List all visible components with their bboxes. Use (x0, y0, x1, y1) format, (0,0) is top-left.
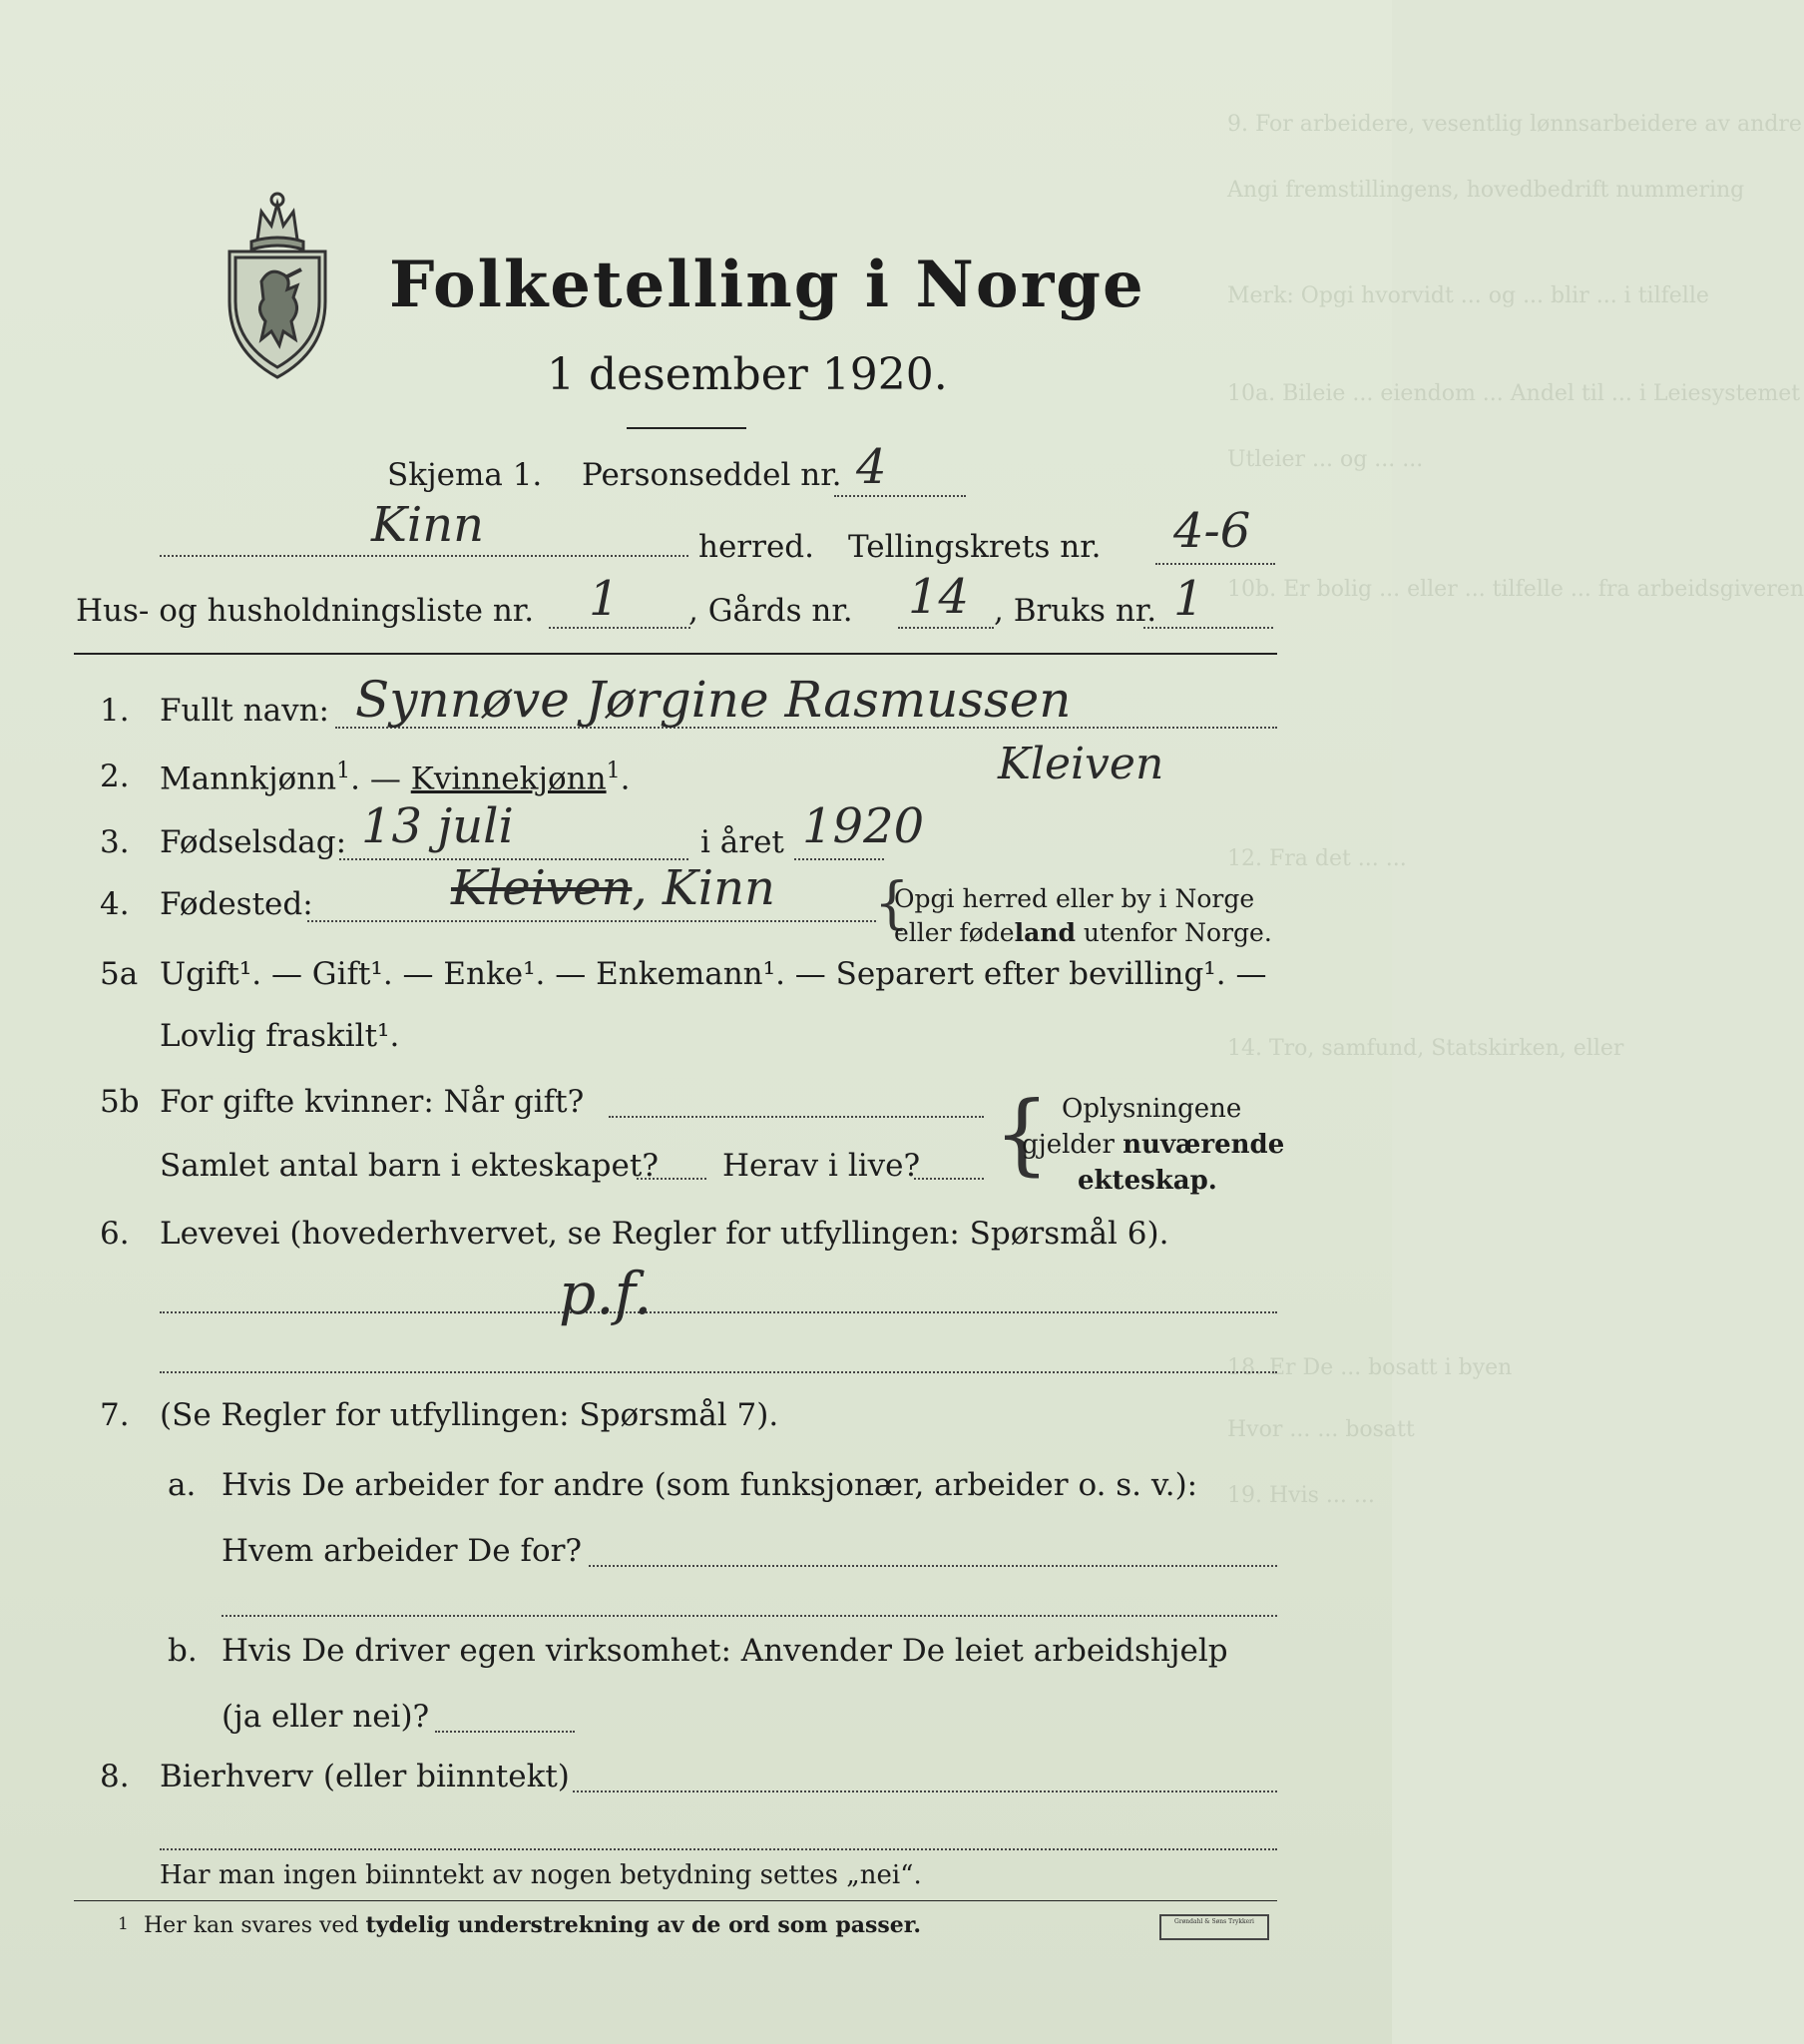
household-list-label: Hus- og husholdningsliste nr. (76, 593, 535, 629)
herred-value: Kinn (371, 497, 485, 553)
q7a-employer-line (589, 1565, 1277, 1567)
q6-line-2 (160, 1371, 1277, 1373)
krets-label: Tellingskrets nr. (848, 529, 1102, 565)
q2-male-option: Mannkjønn (160, 761, 337, 797)
q3-date-value: 13 juli (361, 798, 514, 854)
household-list-line (549, 627, 690, 629)
bleed-through-text: 10a. Bileie ... eiendom ... Andel til ... i Leiesystemet (1227, 381, 1801, 406)
q5b-children-line (637, 1178, 706, 1180)
bleed-through-text: 12. Fra det ... ... (1227, 846, 1407, 871)
gards-value: 14 (908, 569, 970, 625)
footnote-divider (74, 1900, 1277, 1901)
q3-year-label: i året (700, 824, 784, 860)
herred-line (160, 555, 688, 557)
krets-line (1155, 563, 1275, 565)
q8-number: 8. (100, 1759, 130, 1794)
person-no-label: Personseddel nr. (582, 457, 842, 493)
q4-label: Fødested: (160, 886, 313, 922)
q5a-line-1: Ugift¹. — Gift¹. — Enke¹. — Enkemann¹. — Separert efter bevilling¹. — (160, 956, 1267, 992)
q5b-number: 5b (100, 1084, 140, 1120)
q4-line (307, 920, 876, 922)
household-list-value: 1 (589, 571, 620, 627)
footnote-mark: 1 (118, 1914, 129, 1934)
q5b-children-label: Samlet antal barn i ekteskapet? (160, 1148, 659, 1184)
q2-number: 2. (100, 759, 130, 794)
q3-year-value: 1920 (802, 798, 925, 854)
bruks-line (1143, 627, 1273, 629)
q7b-number: b. (168, 1633, 198, 1669)
title-divider (627, 427, 746, 429)
bleed-through-text: 9. For arbeidere, vesentlig lønnsarbeidere av andre (1227, 112, 1802, 137)
footnote-text: Her kan svares ved tydelig understrekning av de ord som passer. (144, 1912, 922, 1938)
q7b-answer-line (435, 1731, 575, 1733)
bleed-through-text: 14. Tro, samfund, Statskirken, eller (1227, 1036, 1624, 1061)
herred-label: herred. (698, 529, 814, 565)
q7a-employer-line-2 (222, 1615, 1277, 1617)
q6-label: Levevei (hovederhvervet, se Regler for utfyllingen: Spørsmål 6). (160, 1216, 1169, 1252)
q5b-brace: { (994, 1082, 1050, 1185)
q6-number: 6. (100, 1216, 130, 1252)
q1-label: Fullt navn: (160, 693, 329, 729)
bleed-through-text: 18. Er De ... bosatt i byen (1227, 1355, 1513, 1380)
q4-struck-value: Kleiven (451, 860, 633, 916)
q4-note-1: Opgi herred eller by i Norge (894, 884, 1255, 913)
bottom-note: Har man ingen biinntekt av nogen betydning settes „nei“. (160, 1860, 922, 1890)
header-divider (74, 653, 1277, 655)
q5b-note-3: ekteskap. (1078, 1166, 1217, 1196)
bleed-through-text: 10b. Er bolig ... eller ... tilfelle ... fra arbeidsgiveren (1227, 577, 1804, 602)
q5a-number: 5a (100, 956, 139, 992)
q5b-note-1: Oplysningene (1062, 1094, 1242, 1124)
coat-of-arms-icon (222, 182, 333, 381)
krets-value: 4-6 (1173, 503, 1251, 559)
q6-value: p.f. (559, 1260, 653, 1327)
q5b-note-2: gjelder nuværende (1022, 1130, 1285, 1160)
q7a-number: a. (168, 1467, 197, 1503)
bleed-through-text: Angi fremstillingens, hovedbedrift nummering (1227, 178, 1745, 203)
q7-label: (Se Regler for utfyllingen: Spørsmål 7). (160, 1397, 779, 1433)
q4-value: , Kinn (632, 860, 775, 916)
form-date: 1 desember 1920. (547, 349, 948, 400)
q1-name-value: Synnøve Jørgine Rasmussen (355, 671, 1072, 729)
gards-label: , Gårds nr. (688, 593, 853, 629)
q7b-line-1: Hvis De driver egen virksomhet: Anvender De leiet arbeidshjelp (222, 1633, 1228, 1669)
q4-note-2: eller fødeland utenfor Norge. (894, 918, 1272, 947)
schema-label: Skjema 1. (387, 457, 543, 493)
q6-line-1 (160, 1311, 1277, 1313)
q8-line-1 (573, 1790, 1277, 1792)
q4-birthplace (451, 860, 775, 916)
q7a-line-2: Hvem arbeider De for? (222, 1533, 583, 1569)
q8-line-2 (160, 1848, 1277, 1850)
person-no-value: 4 (856, 439, 887, 495)
bruks-label: , Bruks nr. (994, 593, 1157, 629)
printer-stamp: Grøndahl & Søns Trykkeri (1159, 1914, 1269, 1940)
form-title: Folketelling i Norge (389, 248, 1145, 322)
q4-brace: { (874, 871, 910, 936)
q3-number: 3. (100, 824, 130, 860)
bruks-value: 1 (1173, 571, 1204, 627)
person-no-line (834, 495, 966, 497)
q1-name-value-2: Kleiven (998, 739, 1164, 789)
q2-end: . (620, 761, 631, 797)
q7a-line-1: Hvis De arbeider for andre (som funksjonær, arbeider o. s. v.): (222, 1467, 1198, 1503)
q1-number: 1. (100, 693, 130, 729)
q2-line: Mannkjønn$^1$. — Kvinnekjønn$^1$. (160, 759, 631, 797)
bleed-through-text: Hvor ... ... bosatt (1227, 1417, 1415, 1442)
q3-year-line (794, 858, 884, 860)
bleed-through-text: 19. Hvis ... ... (1227, 1483, 1375, 1508)
q5b-line-1: For gifte kvinner: Når gift? (160, 1084, 585, 1120)
bleed-through-text: Utleier ... og ... ... (1227, 447, 1424, 472)
q3-label: Fødselsdag: (160, 824, 347, 860)
q2-separator: . — (350, 761, 411, 797)
q5b-alive-line (914, 1178, 984, 1180)
q8-label: Bierhverv (eller biinntekt) (160, 1759, 570, 1794)
q2-female-option: Kvinnekjønn (410, 761, 607, 797)
gards-line (898, 627, 994, 629)
bleed-through-text: Merk: Opgi hvorvidt ... og ... blir ... i tilfelle (1227, 283, 1709, 308)
q5b-married-line (609, 1116, 984, 1118)
q5a-line-2: Lovlig fraskilt¹. (160, 1018, 400, 1054)
q5b-alive-label: Herav i live? (722, 1148, 921, 1184)
q7b-line-2: (ja eller nei)? (222, 1699, 430, 1735)
q7-number: 7. (100, 1397, 130, 1433)
q4-number: 4. (100, 886, 130, 922)
